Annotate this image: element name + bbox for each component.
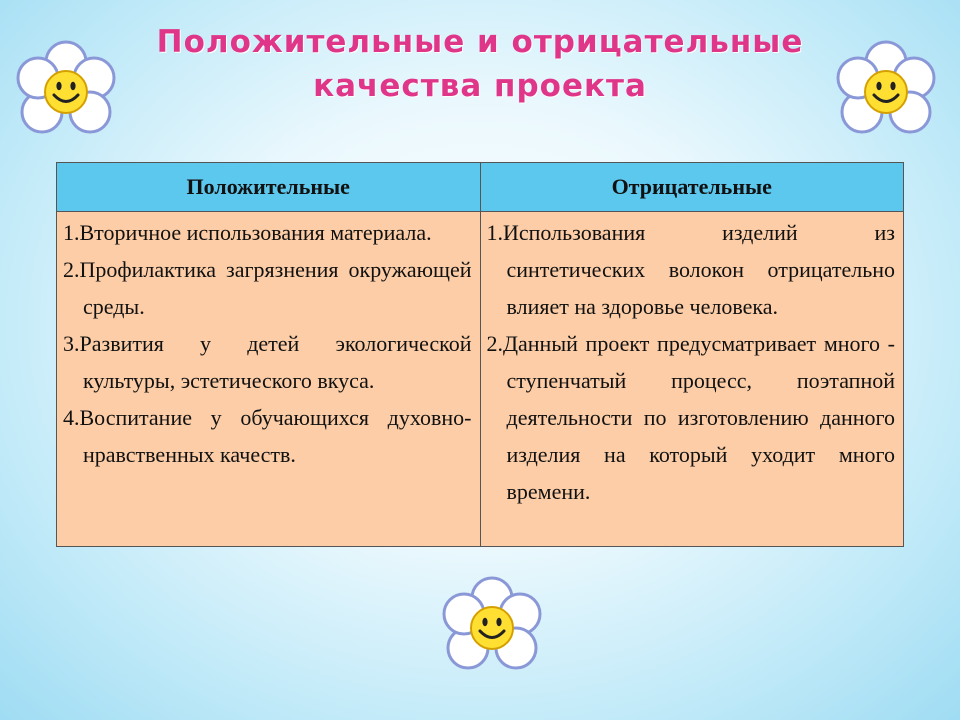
list-item: 1.Вторичное использования материала. xyxy=(63,220,432,245)
list-item: 2.Профилактика загрязнения окружающей среды. xyxy=(63,257,472,319)
negative-list xyxy=(487,214,896,510)
qualities-table xyxy=(56,162,904,547)
header-positive: Положительные xyxy=(57,163,481,212)
list-item: 3.Развития у детей экологической культуры, эстетического вкуса. xyxy=(63,331,472,393)
smiley-daisy-icon xyxy=(14,40,118,144)
slide-title xyxy=(90,20,870,108)
negative-cell xyxy=(480,212,904,547)
header-negative: Отрицательные xyxy=(480,163,904,212)
title-line-2: качества проекта xyxy=(313,68,647,104)
positive-cell xyxy=(57,212,481,547)
table-row xyxy=(57,212,904,547)
list-item: 2.Данный проект предусматривает много - ступенчатый процесс, поэтапной деятельности по изготовлению данного изделия на который уходит много времени. xyxy=(486,331,895,504)
smiley-daisy-icon xyxy=(440,576,544,680)
list-item: 4.Воспитание у обучающихся духовно- нравственных качеств. xyxy=(63,405,472,467)
title-line-1: Положительные и отрицательные xyxy=(156,24,804,60)
smiley-daisy-icon xyxy=(834,40,938,144)
table-header-row xyxy=(57,163,904,212)
list-item: 1.Использования изделий из синтетических волокон отрицательно влияет на здоровье человека. xyxy=(486,220,895,319)
positive-list xyxy=(63,214,472,473)
